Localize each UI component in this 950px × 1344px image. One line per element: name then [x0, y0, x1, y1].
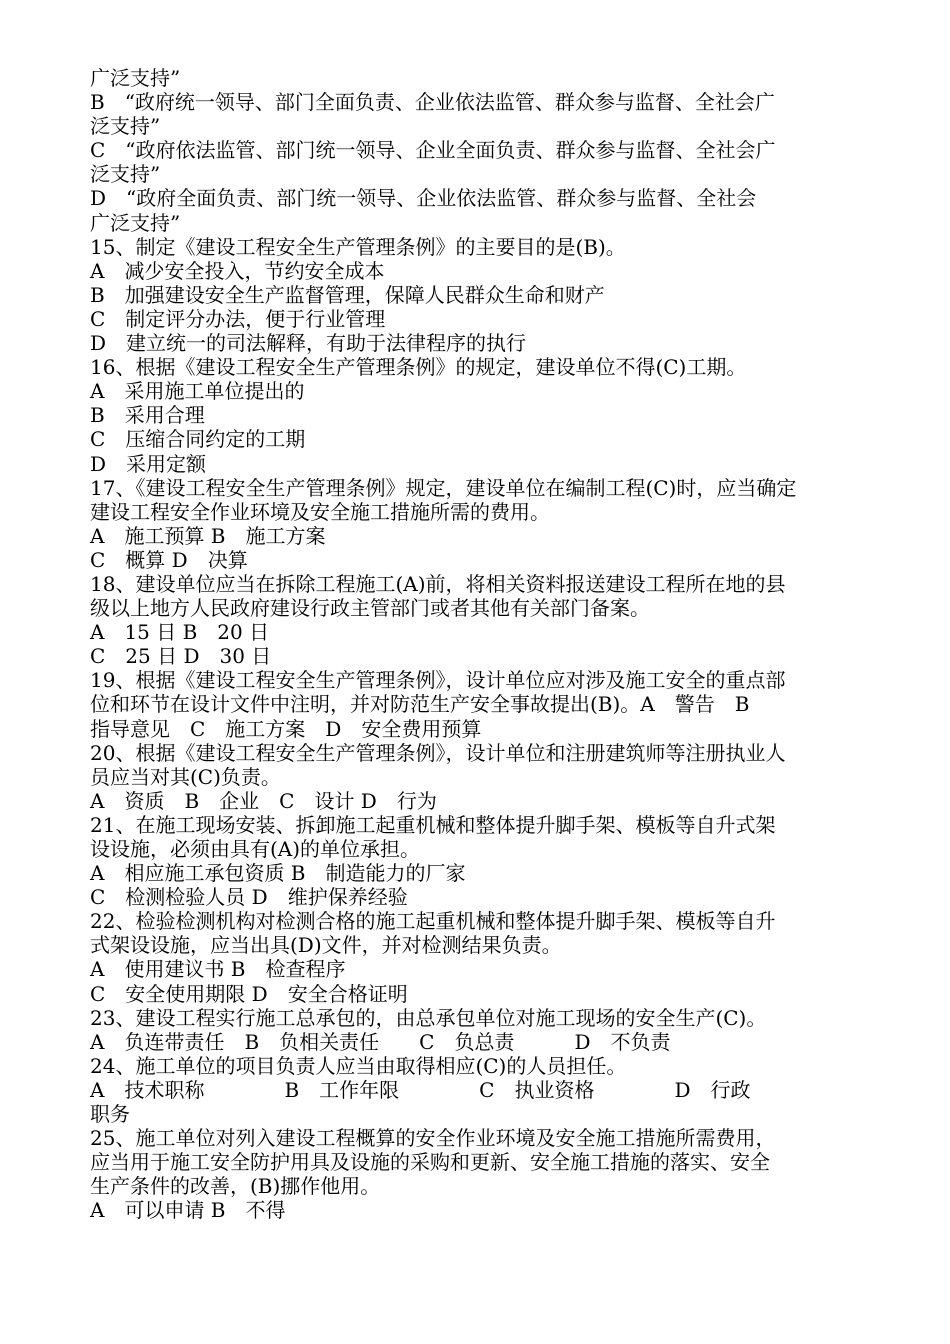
question-line: 19、根据《建设工程安全生产管理条例》，设计单位应对涉及施工安全的重点部 [90, 668, 786, 693]
question-line: 生产条件的改善，(B)挪作他用。 [90, 1174, 381, 1199]
question-line: 17、《建设工程安全生产管理条例》规定，建设单位在编制工程(C)时，应当确定 [90, 475, 797, 500]
option-line: C 25 日 D 30 日 [90, 644, 272, 669]
option-line: C 概算 D 决算 [90, 547, 248, 572]
question-line: 21、在施工现场安装、拆卸施工起重机械和整体提升脚手架、模板等自升式架 [90, 812, 776, 837]
question-line: 设设施，必须由具有(A)的单位承担。 [90, 837, 421, 861]
document-page [90, 66, 880, 1223]
text-line: C “政府依法监管、部门统一领导、企业全面负责、群众参与监督、全社会广 [90, 138, 776, 163]
option-line: 指导意见 C 施工方案 D 安全费用预算 [90, 716, 482, 741]
option-line: C 制定评分办法，便于行业管理 [90, 306, 386, 331]
question-line: 25、施工单位对列入建设工程概算的安全作业环境及安全施工措施所需费用， [90, 1126, 776, 1151]
option-line: A 可以申请 B 不得 [90, 1198, 286, 1223]
question-line: 16、根据《建设工程安全生产管理条例》的规定，建设单位不得(C)工期。 [90, 355, 747, 380]
option-line: A 采用施工单位提出的 [90, 379, 305, 404]
option-line: C 安全使用期限 D 安全合格证明 [90, 981, 408, 1006]
question-line: 18、建设单位应当在拆除工程施工(A)前，将相关资料报送建设工程所在地的县 [90, 571, 786, 596]
text-line: 泛支持” [90, 114, 161, 139]
option-line: A 负连带责任 B 负相关责任 C 负总责 D 不负责 [90, 1029, 671, 1054]
text-line: 广泛支持” [90, 210, 181, 235]
option-line: D 建立统一的司法解释，有助于法律程序的执行 [90, 331, 527, 356]
text-line: B “政府统一领导、部门全面负责、企业依法监管、群众参与监督、全社会广 [90, 90, 775, 115]
question-line: 建设工程安全作业环境及安全施工措施所需的费用。 [90, 499, 550, 524]
question-line: 23、建设工程实行施工总承包的，由总承包单位对施工现场的安全生产(C)。 [90, 1005, 767, 1030]
option-line: A 减少安全投入，节约安全成本 [90, 258, 385, 283]
question-line: 22、检验检测机构对检测合格的施工起重机械和整体提升脚手架、模板等自升 [90, 909, 776, 934]
text-line: 泛支持” [90, 162, 161, 187]
option-line: C 压缩合同约定的工期 [90, 427, 306, 452]
question-line: 15、制定《建设工程安全生产管理条例》的主要目的是(B)。 [90, 234, 626, 259]
option-line: A 施工预算 B 施工方案 [90, 523, 326, 548]
option-line: A 使用建议书 B 检查程序 [90, 957, 346, 982]
question-line: 式架设设施，应当出具(D)文件，并对检测结果负责。 [90, 933, 562, 958]
option-line: B 采用合理 [90, 403, 205, 428]
question-line: 员应当对其(C)负责。 [90, 764, 281, 789]
question-line: 位和环节在设计文件中注明，并对防范生产安全事故提出(B)。A 警告 B [90, 692, 750, 717]
question-line: 20、根据《建设工程安全生产管理条例》，设计单位和注册建筑师等注册执业人 [90, 740, 786, 765]
option-line: A 15 日 B 20 日 [90, 620, 270, 645]
question-line: 应当用于施工安全防护用具及设施的采购和更新、安全施工措施的落实、安全 [90, 1150, 770, 1175]
question-line: 级以上地方人民政府建设行政主管部门或者其他有关部门备案。 [90, 596, 650, 621]
question-line: 24、施工单位的项目负责人应当由取得相应(C)的人员担任。 [90, 1053, 627, 1078]
option-line: D 采用定额 [90, 451, 207, 476]
option-line: B 加强建设安全生产监督管理，保障人民群众生命和财产 [90, 282, 605, 307]
option-line: A 技术职称 B 工作年限 C 执业资格 D 行政 [90, 1077, 751, 1102]
option-line: A 相应施工承包资质 B 制造能力的厂家 [90, 861, 466, 886]
option-line: C 检测检验人员 D 维护保养经验 [90, 885, 408, 910]
option-line: A 资质 B 企业 C 设计 D 行为 [90, 788, 437, 813]
text-line: D “政府全面负责、部门统一领导、企业依法监管、群众参与监督、全社会 [90, 186, 757, 211]
option-line: 职务 [90, 1102, 130, 1127]
text-line: 广泛支持” [90, 66, 181, 90]
